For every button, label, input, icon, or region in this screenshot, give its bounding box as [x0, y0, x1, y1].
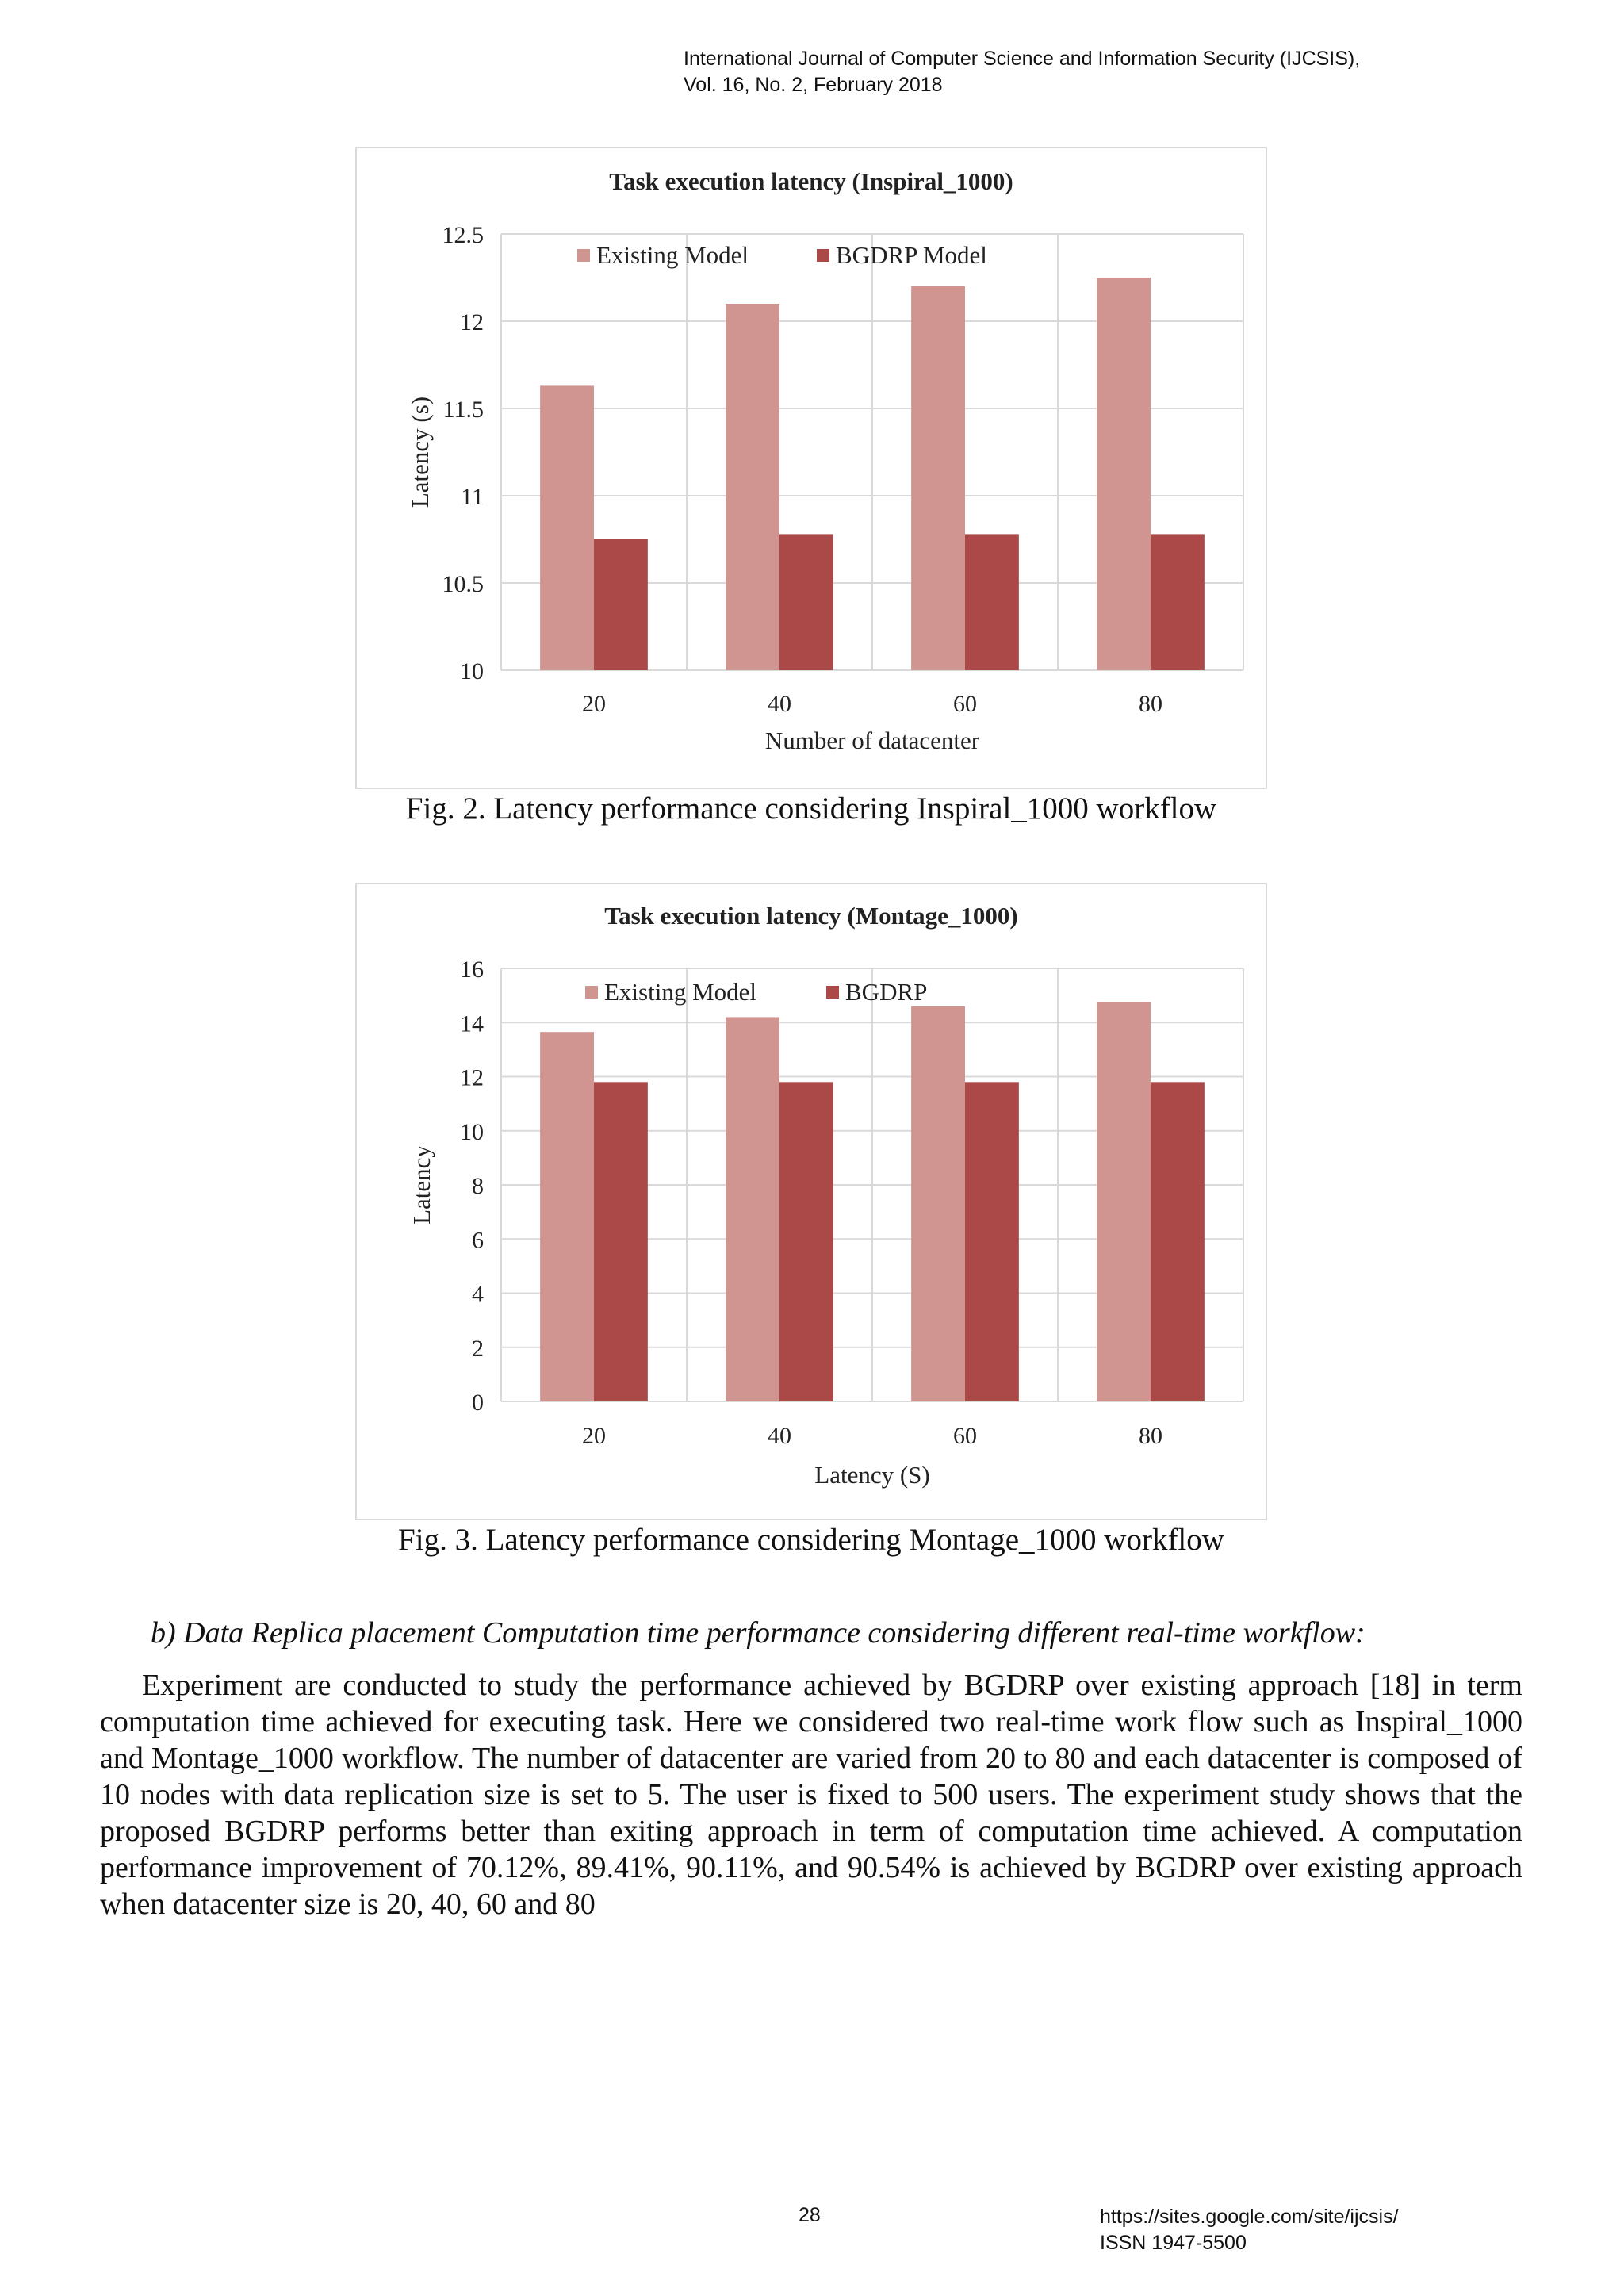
bar-existing [540, 1032, 594, 1401]
legend-label: BGDRP [845, 978, 928, 1006]
chart-title: Task execution latency (Montage_1000) [604, 902, 1018, 930]
bar-existing [540, 385, 594, 670]
y-tick-label: 10 [460, 1118, 484, 1145]
journal-header-line1: International Journal of Computer Science and Information Security (IJCSIS), [684, 48, 1361, 70]
figure-2-caption: Fig. 2. Latency performance considering Inspiral_1000 workflow [405, 792, 1217, 826]
y-tick-label: 11 [461, 484, 484, 510]
x-tick-label: 40 [768, 1423, 791, 1449]
journal-header-line2: Vol. 16, No. 2, February 2018 [684, 74, 943, 96]
legend-swatch [577, 249, 590, 262]
legend-label: BGDRP Model [836, 241, 987, 269]
bar-existing [726, 1017, 779, 1401]
page-number: 28 [799, 2204, 821, 2226]
y-tick-label: 10.5 [442, 571, 484, 597]
chart-montage [357, 884, 1266, 1519]
bar-bgdrp [779, 1082, 833, 1401]
figure-3 [355, 883, 1267, 1557]
chart-title: Task execution latency (Inspiral_1000) [609, 167, 1013, 195]
y-tick-label: 12.5 [442, 222, 484, 248]
chart-frame-1 [355, 147, 1267, 789]
y-tick-label: 14 [460, 1010, 484, 1037]
bar-bgdrp [1151, 1082, 1205, 1401]
legend-swatch [826, 986, 839, 999]
bar-bgdrp [965, 1082, 1019, 1401]
y-tick-label: 12 [460, 309, 484, 335]
x-tick-label: 80 [1139, 1423, 1162, 1449]
bar-bgdrp [965, 534, 1019, 670]
bar-existing [911, 1006, 965, 1401]
y-tick-label: 0 [472, 1389, 484, 1416]
legend-label: Existing Model [604, 978, 757, 1006]
y-tick-label: 2 [472, 1335, 484, 1362]
x-tick-label: 60 [953, 691, 977, 717]
y-axis-title: Latency (s) [406, 396, 434, 508]
y-tick-label: 8 [472, 1173, 484, 1199]
bar-existing [726, 304, 779, 670]
bar-bgdrp [1151, 534, 1205, 670]
section-heading: b) Data Replica placement Computation time performance considering different real-time workflow: [151, 1616, 1365, 1650]
y-tick-label: 10 [460, 658, 484, 684]
bar-existing [1097, 278, 1151, 670]
y-tick-label: 6 [472, 1227, 484, 1254]
legend-swatch [585, 986, 598, 999]
x-tick-label: 20 [582, 1423, 606, 1449]
bar-existing [1097, 1002, 1151, 1401]
bar-bgdrp [779, 534, 833, 670]
y-tick-label: 4 [472, 1281, 484, 1308]
x-tick-label: 80 [1139, 691, 1162, 717]
bar-existing [911, 286, 965, 670]
x-tick-label: 40 [768, 691, 791, 717]
x-axis-title: Number of datacenter [764, 726, 980, 754]
figure-3-caption: Fig. 3. Latency performance considering Montage_1000 workflow [398, 1523, 1224, 1557]
x-tick-label: 60 [953, 1423, 977, 1449]
footer-url: https://sites.google.com/site/ijcsis/ [1100, 2206, 1399, 2228]
y-axis-title: Latency [408, 1145, 435, 1225]
footer-info [1100, 2204, 1399, 2256]
bar-bgdrp [594, 539, 648, 670]
chart-frame-2 [355, 883, 1267, 1520]
x-tick-label: 20 [582, 691, 606, 717]
legend-label: Existing Model [596, 241, 749, 269]
y-tick-label: 12 [460, 1064, 484, 1091]
y-tick-label: 16 [460, 956, 484, 983]
chart-inspiral [357, 148, 1266, 788]
body-paragraph: Experiment are conducted to study the performance achieved by BGDRP over existing approach [18] in term computation time achieved for executing task. Here we considered two real-time work flow such as Inspiral_1000 and Montage_1000 workflow. The number of datacenter are varied from 20 to 80 and each datacenter is composed of 10 nodes with data replication size is set to 5. The user is fixed to 500 users. The experiment study shows that the proposed BGDRP performs better than exiting approach in term of computation time achieved. A computation performance improvement of 70.12%, 89.41%, 90.11%, and 90.54% is achieved by BGDRP over existing approach when datacenter size is 20, 40, 60 and 80 [100, 1669, 1522, 1921]
legend-swatch [817, 249, 829, 262]
journal-header [684, 46, 1477, 98]
bar-bgdrp [594, 1082, 648, 1401]
x-axis-title: Latency (S) [814, 1461, 930, 1489]
footer-issn: ISSN 1947-5500 [1100, 2232, 1247, 2254]
y-tick-label: 11.5 [442, 397, 484, 423]
figure-2 [355, 147, 1267, 826]
